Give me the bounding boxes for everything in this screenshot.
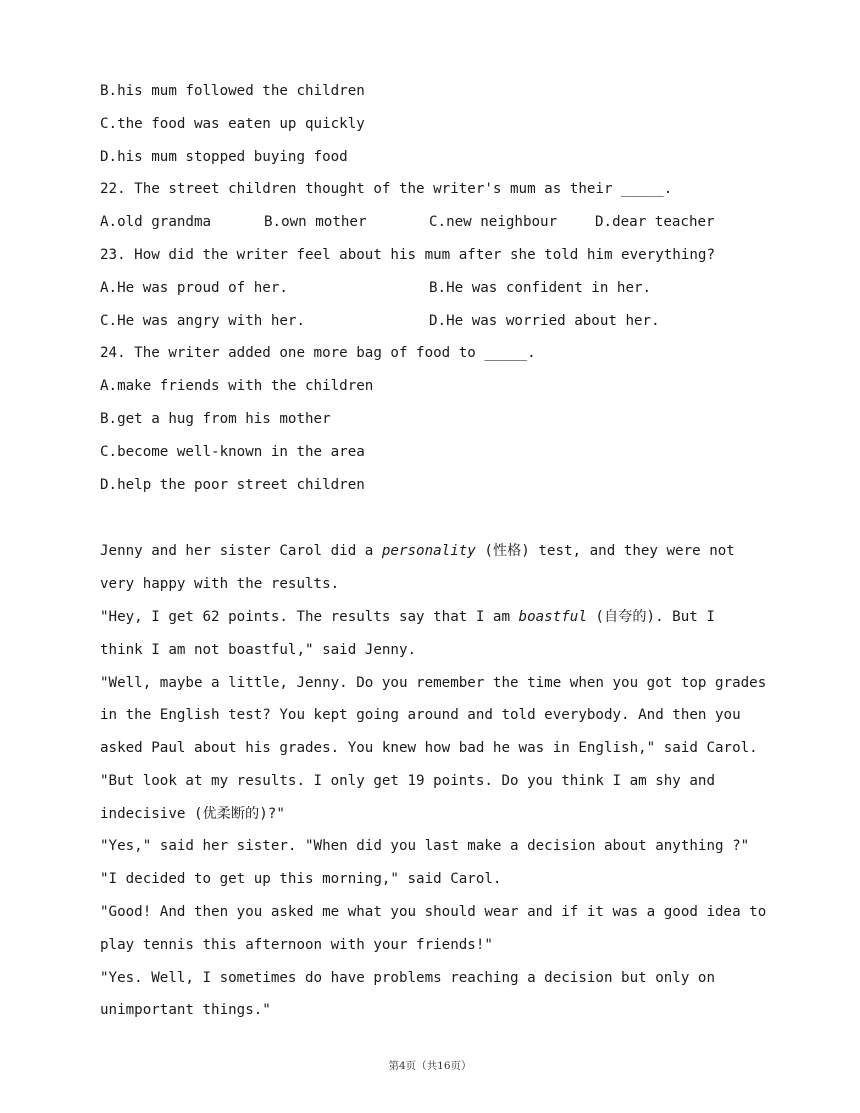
passage-text: (自夸的). But I — [586, 609, 715, 625]
passage-p4-line1: "But look at my results. I only get 19 points. Do you think I am shy and — [100, 773, 715, 789]
page-number-footer: 第4页（共16页） — [388, 1060, 472, 1072]
q22-option-c: C.new neighbour — [429, 214, 558, 230]
q22-option-d: D.dear teacher — [595, 214, 715, 230]
passage-p8-line1: "Yes. Well, I sometimes do have problems reaching a decision but only on — [100, 970, 715, 986]
passage-p2-line1 — [100, 607, 715, 627]
q24-option-d: D.help the poor street children — [100, 477, 365, 493]
q21-option-c: C.the food was eaten up quickly — [100, 116, 365, 132]
q23-option-b: B.He was confident in her. — [429, 280, 652, 296]
passage-p1-line2: very happy with the results. — [100, 576, 340, 592]
passage-keyword-personality: personality — [381, 543, 476, 559]
passage-text: (性格) test, and they were not — [475, 543, 735, 559]
passage-text: "Hey, I get 62 points. The results say that I am — [100, 609, 519, 625]
q24-option-a: A.make friends with the children — [100, 378, 374, 394]
passage-p3-line3: asked Paul about his grades. You knew how bad he was in English," said Carol. — [100, 740, 758, 756]
passage-p7-line1: "Good! And then you asked me what you should wear and if it was a good idea to — [100, 904, 767, 920]
q24-option-b: B.get a hug from his mother — [100, 411, 331, 427]
passage-p6: "I decided to get up this morning," said Carol. — [100, 871, 502, 887]
passage-p8-line2: unimportant things." — [100, 1002, 271, 1018]
q24-option-c: C.become well-known in the area — [100, 444, 365, 460]
passage-p4-line2: indecisive (优柔断的)?" — [100, 806, 285, 822]
q22-option-a: A.old grandma — [100, 214, 212, 230]
passage-p1-line1 — [100, 541, 735, 561]
q23-stem: 23. How did the writer feel about his mum after she told him everything? — [100, 247, 715, 263]
q22-stem: 22. The street children thought of the writer's mum as their _____. — [100, 181, 673, 197]
passage-text: Jenny and her sister Carol did a — [100, 543, 382, 559]
q21-option-b: B.his mum followed the children — [100, 83, 365, 99]
passage-p7-line2: play tennis this afternoon with your friends!" — [100, 937, 493, 953]
q23-option-c: C.He was angry with her. — [100, 313, 305, 329]
passage-p3-line2: in the English test? You kept going around and told everybody. And then you — [100, 707, 741, 723]
q23-option-a: A.He was proud of her. — [100, 280, 288, 296]
passage-p5: "Yes," said her sister. "When did you last make a decision about anything ?" — [100, 838, 750, 854]
passage-p2-line2: think I am not boastful," said Jenny. — [100, 642, 417, 658]
q22-option-b: B.own mother — [264, 214, 367, 230]
passage-keyword-boastful: boastful — [518, 609, 587, 625]
q24-stem: 24. The writer added one more bag of food to _____. — [100, 345, 536, 361]
q23-option-d: D.He was worried about her. — [429, 313, 660, 329]
passage-p3-line1: "Well, maybe a little, Jenny. Do you remember the time when you got top grades — [100, 675, 767, 691]
q21-option-d: D.his mum stopped buying food — [100, 149, 348, 165]
